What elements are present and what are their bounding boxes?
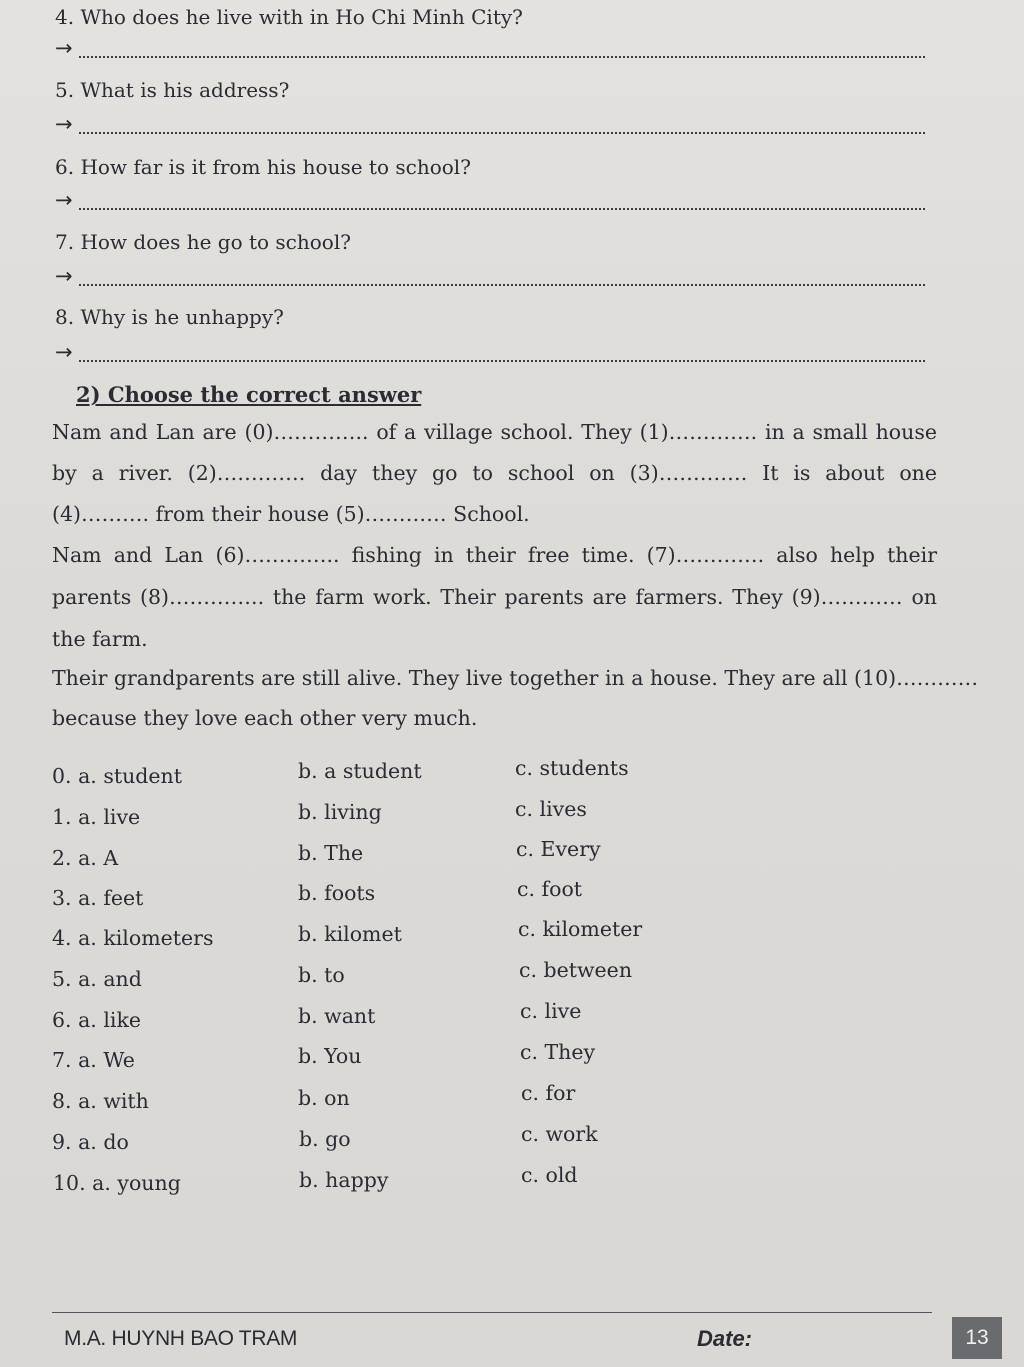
passage-line: the farm. xyxy=(52,627,148,651)
question-5: 5. What is his address? xyxy=(55,78,290,102)
option-a: 8. a. with xyxy=(52,1089,149,1113)
arrow-icon: → xyxy=(55,112,73,136)
answer-line-7 xyxy=(55,266,925,290)
option-c: c. They xyxy=(520,1040,596,1064)
option-c: c. kilometer xyxy=(518,917,643,941)
passage-line: (4)………. from their house (5)………… School. xyxy=(52,502,530,526)
option-a: 9. a. do xyxy=(52,1130,129,1154)
option-b: b. The xyxy=(298,841,364,865)
passage-line: Their grandparents are still alive. They live together in a house. They are all (10)………… xyxy=(52,666,979,690)
section-heading: 2) Choose the correct answer xyxy=(76,382,422,407)
option-c: c. for xyxy=(521,1081,576,1105)
passage-line: by a river. (2)…………. day they go to school on (3)…………. It is about one xyxy=(52,461,937,485)
option-c: c. old xyxy=(521,1163,578,1187)
arrow-icon: → xyxy=(55,188,73,212)
option-b: b. go xyxy=(299,1127,351,1151)
option-a: 4. a. kilometers xyxy=(52,926,214,950)
option-a: 1. a. live xyxy=(52,805,141,829)
question-6: 6. How far is it from his house to school? xyxy=(55,155,471,179)
arrow-icon: → xyxy=(55,264,73,288)
option-c: c. live xyxy=(520,999,582,1023)
option-c: c. foot xyxy=(517,877,583,901)
question-4: 4. Who does he live with in Ho Chi Minh City? xyxy=(55,5,523,29)
option-a: 3. a. feet xyxy=(52,886,144,910)
option-a: 0. a. student xyxy=(52,764,182,788)
option-b: b. living xyxy=(298,800,382,824)
option-a: 7. a. We xyxy=(52,1048,135,1072)
answer-line-4 xyxy=(55,38,925,62)
passage-line: parents (8)………….. the farm work. Their parents are farmers. They (9)………… on xyxy=(52,585,937,609)
page-number: 13 xyxy=(952,1317,1002,1359)
option-a: 5. a. and xyxy=(52,967,142,991)
option-c: c. Every xyxy=(516,837,601,861)
answer-line-6 xyxy=(55,190,925,214)
footer-date-label: Date: xyxy=(697,1326,753,1351)
question-8: 8. Why is he unhappy? xyxy=(55,305,284,329)
arrow-icon: → xyxy=(55,36,73,60)
passage-line: Nam and Lan are (0)………….. of a village school. They (1)…………. in a small house xyxy=(52,420,937,444)
passage-line: Nam and Lan (6)………….. fishing in their free time. (7)…………. also help their xyxy=(52,543,937,567)
arrow-icon: → xyxy=(55,340,73,364)
option-b: b. a student xyxy=(298,759,422,783)
option-a: 2. a. A xyxy=(52,846,119,870)
option-a: 6. a. like xyxy=(52,1008,141,1032)
option-c: c. lives xyxy=(515,797,587,821)
answer-line-8 xyxy=(55,342,925,366)
option-c: c. between xyxy=(519,958,633,982)
question-7: 7. How does he go to school? xyxy=(55,230,351,254)
option-b: b. on xyxy=(298,1086,350,1110)
option-c: c. work xyxy=(521,1122,598,1146)
option-b: b. kilomet xyxy=(298,922,402,946)
option-b: b. foots xyxy=(298,881,376,905)
footer-divider xyxy=(52,1312,932,1313)
option-c: c. students xyxy=(515,756,629,780)
option-a: 10. a. young xyxy=(53,1171,181,1195)
option-b: b. want xyxy=(298,1004,376,1028)
answer-line-5 xyxy=(55,114,925,138)
passage-line: because they love each other very much. xyxy=(52,706,478,730)
option-b: b. You xyxy=(298,1044,362,1068)
option-b: b. to xyxy=(298,963,345,987)
footer-author: M.A. HUYNH BAO TRAM xyxy=(64,1327,298,1350)
option-b: b. happy xyxy=(299,1168,389,1192)
